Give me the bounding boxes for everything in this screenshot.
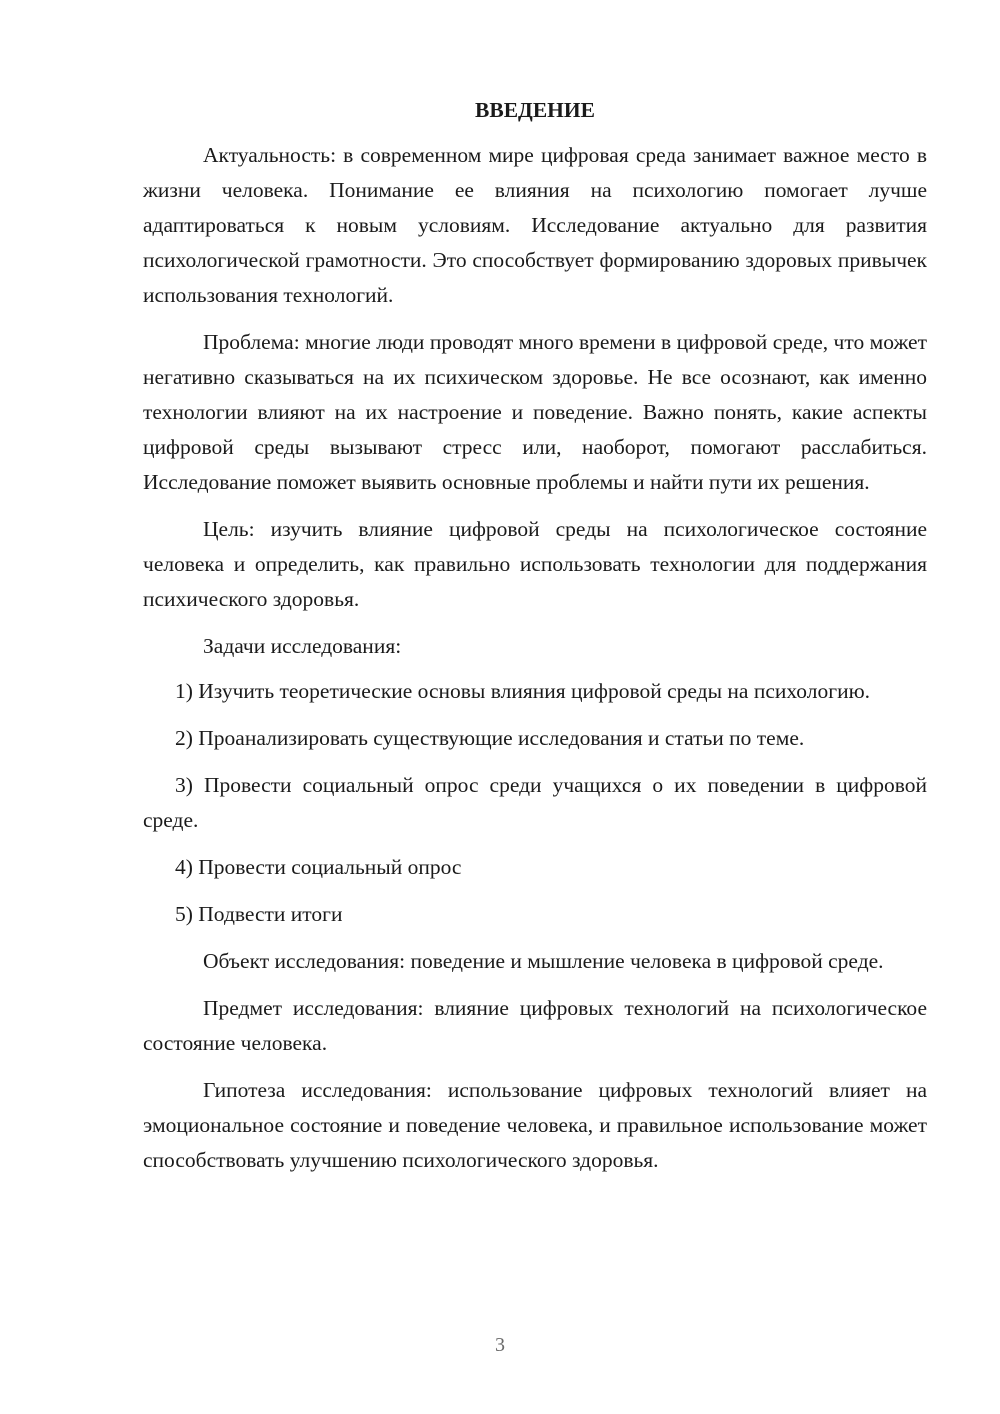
task-item-2: 2) Проанализировать существующие исследования и статьи по теме. bbox=[175, 726, 805, 750]
section-title: ВВЕДЕНИЕ bbox=[475, 98, 595, 122]
subject-paragraph: Предмет исследования: влияние цифровых технологий на психологическое состояние человека. bbox=[143, 996, 927, 1055]
task-item-4: 4) Провести социальный опрос bbox=[175, 855, 462, 879]
document-page bbox=[143, 94, 927, 1190]
hypothesis-paragraph: Гипотеза исследования: использование цифровых технологий влияет на эмоциональное состояние и поведение человека, и правильное использование может способствовать улучшению психологического здоровья. bbox=[143, 1078, 927, 1172]
tasks-list bbox=[143, 674, 927, 932]
goal-paragraph: Цель: изучить влияние цифровой среды на психологическое состояние человека и определить, как правильно использовать технологии для поддержания психического здоровья. bbox=[143, 517, 927, 611]
page-number: 3 bbox=[495, 1334, 505, 1356]
problem-paragraph: Проблема: многие люди проводят много времени в цифровой среде, что может негативно сказываться на их психическом здоровье. Не все осознают, как именно технологии влияют на их настроение и поведение. Важно понять, какие аспекты цифровой среды вызывают стресс или, наоборот, помогают расслабиться. Исследование поможет выявить основные проблемы и найти пути их решения. bbox=[143, 330, 927, 494]
task-item-5: 5) Подвести итоги bbox=[175, 902, 343, 926]
relevance-paragraph: Актуальность: в современном мире цифровая среда занимает важное место в жизни человека. Понимание ее влияния на психологию помогает лучше адаптироваться к новым условиям. Исследование актуально для развития психологической грамотности. Это способствует формированию здоровых привычек использования технологий. bbox=[143, 143, 927, 307]
object-paragraph: Объект исследования: поведение и мышление человека в цифровой среде. bbox=[203, 949, 884, 973]
tasks-heading: Задачи исследования: bbox=[203, 634, 402, 658]
task-item-3: 3) Провести социальный опрос среди учащихся о их поведении в цифровой среде. bbox=[143, 773, 927, 832]
task-item-1: 1) Изучить теоретические основы влияния цифровой среды на психологию. bbox=[175, 679, 871, 703]
